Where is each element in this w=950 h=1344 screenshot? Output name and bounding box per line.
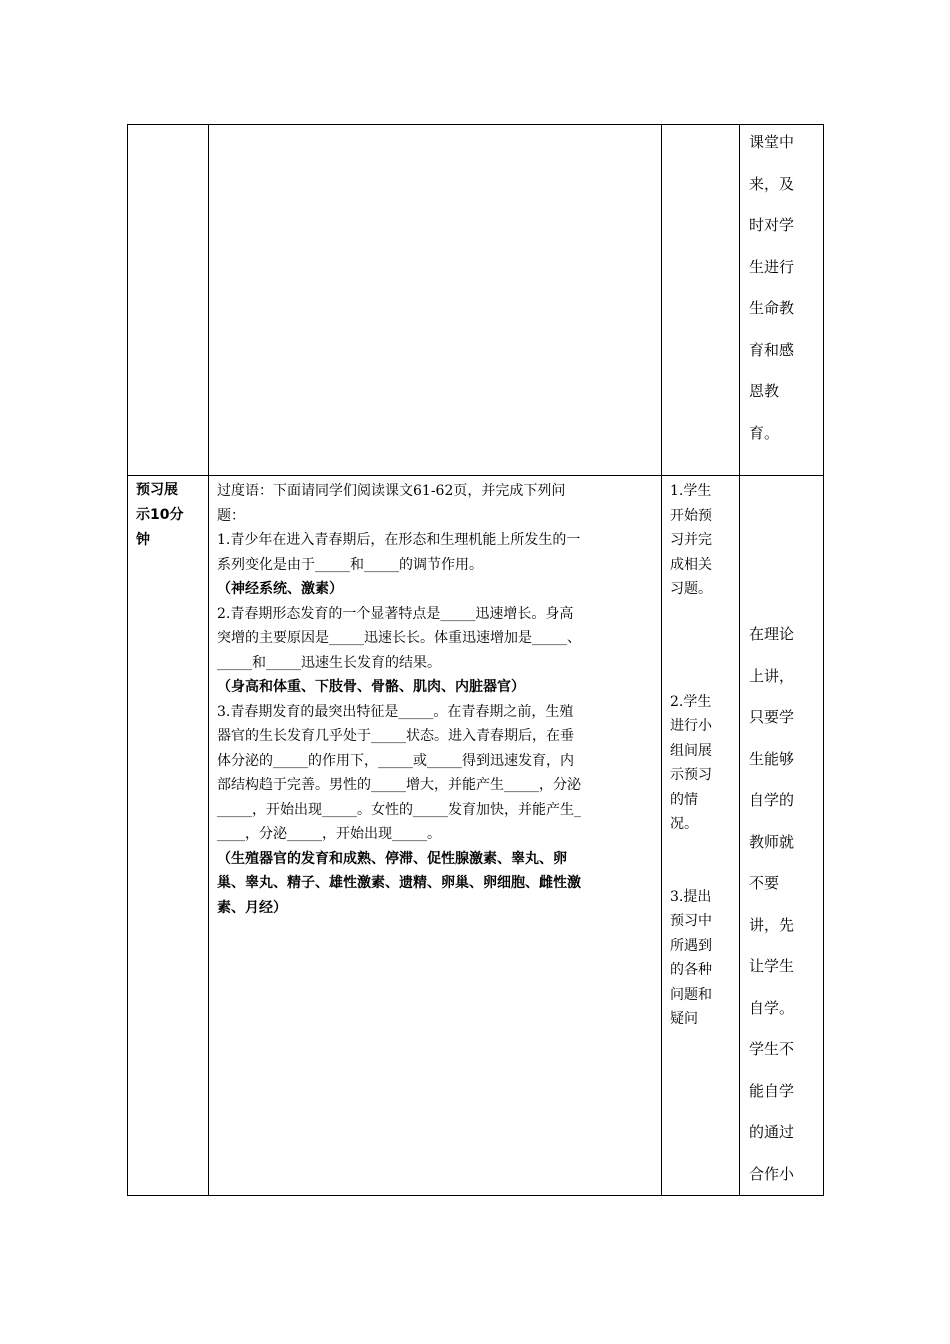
intent-line: 生能够 (749, 749, 795, 768)
intent-cell (740, 125, 824, 476)
intent-line: 课堂中 (749, 133, 795, 151)
stage-line: 示10分 (136, 507, 184, 523)
activity-line: 成相关 (670, 556, 712, 573)
intent-line: 合作小 (749, 1164, 795, 1183)
activity-line: 习并完 (670, 532, 712, 548)
activity-line: 习题。 (670, 581, 712, 597)
activity-line: 组间展 (670, 742, 712, 759)
student-activity-item (670, 690, 739, 837)
activity-line: 疑问 (670, 1011, 698, 1027)
table-row (128, 125, 824, 476)
intent-line: 生命教 (749, 299, 795, 317)
activity-line: 况。 (670, 816, 698, 832)
activity-line: 问题和 (670, 986, 712, 1003)
activity-line: 的各种 (670, 962, 712, 978)
stage-line: 钟 (136, 532, 150, 548)
student-cell-empty (662, 125, 740, 476)
student-activities (662, 476, 739, 1032)
stage-line: 预习展 (136, 482, 178, 498)
intent-line: 不要 (749, 874, 780, 892)
answer-3 (217, 847, 655, 921)
answer-line: 素、月经） (217, 899, 287, 916)
text-line: 2.青春期形态发育的一个显著特点是_____迅速增长。身高 (217, 605, 574, 622)
student-activity-item (670, 885, 739, 1032)
intent-cell (740, 476, 824, 1196)
intent-line: 自学的 (749, 791, 795, 809)
intent-line: 让学生 (749, 957, 795, 975)
design-intent-text (740, 122, 823, 454)
intent-line: 讲，先 (749, 915, 795, 934)
question-3 (217, 700, 655, 847)
answer-line: 巢、睾丸、精子、雄性激素、遗精、卵巢、卵细胞、雌性激 (217, 875, 581, 891)
intent-line: 恩教 (749, 382, 780, 400)
intent-line: 生进行 (749, 257, 795, 276)
student-activity-item (670, 479, 739, 602)
text-line: 1.青少年在进入青春期后，在形态和生理机能上所发生的一 (217, 532, 581, 548)
lesson-plan-table (127, 124, 824, 1196)
intent-line: 学生不 (749, 1040, 795, 1058)
activity-line: 3.提出 (670, 888, 712, 905)
table-row (128, 476, 824, 1196)
content-cell-empty (209, 125, 662, 476)
intent-line: 来，及 (749, 174, 795, 193)
activity-line: 示预习 (670, 767, 712, 783)
stage-cell-empty (128, 125, 209, 476)
intent-line: 时对学 (749, 216, 795, 234)
question-1 (217, 528, 655, 577)
design-intent-text (740, 476, 823, 1195)
activity-line: 的情 (670, 791, 698, 808)
answer-1: （神经系统、激素） (217, 581, 343, 597)
stage-cell (128, 476, 209, 1196)
content-cell (209, 476, 662, 1196)
text-line: 3.青春期发育的最突出特征是_____。在青春期之前，生殖 (217, 703, 574, 720)
text-line: 部结构趋于完善。男性的_____增大，并能产生_____，分泌 (217, 777, 581, 793)
intent-line: 育。 (749, 423, 780, 442)
text-line: 突增的主要原因是_____迅速长长。体重迅速增加是_____、 (217, 630, 581, 646)
activity-line: 进行小 (670, 718, 712, 734)
answer-line: （生殖器官的发育和成熟、停滞、促性腺激素、睾丸、卵 (217, 850, 567, 867)
activity-line: 所遇到 (670, 937, 712, 954)
intent-line: 自学。 (749, 998, 795, 1017)
intent-line: 能自学 (749, 1081, 795, 1100)
intent-line: 只要学 (749, 708, 795, 726)
text-line: 体分泌的_____的作用下，_____或_____得到迅速发育，内 (217, 752, 574, 769)
transition-text (217, 479, 655, 528)
student-cell (662, 476, 740, 1196)
text-line: _____，开始出现_____。女性的_____发育加快，并能产生_ (217, 801, 581, 818)
intent-line: 在理论 (749, 625, 795, 643)
text-line: 题： (217, 507, 245, 524)
text-line: ____，分泌_____，开始出现_____。 (217, 826, 441, 842)
stage-title (128, 476, 208, 553)
text-line: 过度语：下面请同学们阅读课文61-62页，并完成下列问 (217, 483, 566, 499)
activity-line: 预习中 (670, 913, 712, 929)
text-line: _____和_____迅速生长发育的结果。 (217, 654, 441, 671)
answer-2: （身高和体重、下肢骨、骨骼、肌肉、内脏器官） (217, 679, 525, 695)
activity-line: 开始预 (670, 507, 712, 524)
activity-line: 2.学生 (670, 693, 712, 710)
text-line: 器官的生长发育几乎处于_____状态。进入青春期后，在垂 (217, 728, 574, 744)
question-2 (217, 602, 655, 676)
activity-line: 1.学生 (670, 483, 712, 499)
intent-line: 上讲， (749, 666, 795, 685)
intent-line: 育和感 (749, 340, 795, 359)
intent-line: 的通过 (749, 1123, 795, 1141)
text-line: 系列变化是由于_____和_____的调节作用。 (217, 556, 483, 573)
intent-line: 教师就 (749, 832, 795, 851)
teaching-content (209, 476, 661, 920)
